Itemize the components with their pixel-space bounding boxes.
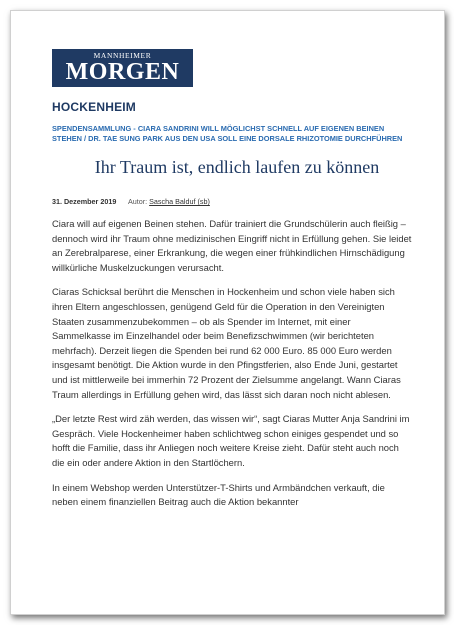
section-title: HOCKENHEIM: [52, 100, 137, 114]
newspaper-logo[interactable]: [52, 49, 193, 87]
article-page: [10, 10, 445, 615]
body-paragraph: „Der letzte Rest wird zäh werden, das wissen wir“, sagt Ciaras Mutter Anja Sandrini im Gespräch. Viele Hockenheimer haben schlichtweg schon einiges gespendet und so hofft die Familie, dass ihr Anliegen noch weitere Kreise zieht. Dafür steht auch noch die ein oder andere Aktion in den Startlöchern.: [52, 413, 410, 468]
body-paragraph: In einem Webshop werden Unterstützer-T-Shirts und Armbändchen verkauft, die neben einem finanziellen Beitrag auch die Aktion bekannter: [52, 481, 385, 508]
author-link[interactable]: Sascha Balduf (sb): [149, 197, 210, 206]
logo-subtitle: MANNHEIMER: [93, 51, 152, 60]
publish-date: 31. Dezember 2019: [52, 197, 117, 206]
article-meta: [52, 197, 210, 206]
body-paragraph: Ciara will auf eigenen Beinen stehen. Dafür trainiert die Grundschülerin auch fleißig – dennoch wird ihr Traum ohne medizinischen Eingriff nicht in Erfüllung gehen. Sie leidet an Zerebralparese, einer Erkrankung, die wegen einer frühkindlichen Hirnschädigung willkürliche Muskelzuckungen verursacht.: [52, 218, 412, 273]
article-body: [52, 217, 412, 520]
article-kicker: SPENDENSAMMLUNG - CIARA SANDRINI WILL MÖGLICHST SCHNELL AUF EIGENEN BEINEN STEHEN / DR. TAE SUNG PARK AUS DEN USA SOLL EINE DORSALE RHIZOTOMIE DURCHFÜHREN: [52, 124, 403, 143]
logo-title: MORGEN: [65, 59, 180, 85]
author-prefix: Autor:: [127, 197, 148, 206]
body-paragraph: Ciaras Schicksal berührt die Menschen in Hockenheim und schon viele haben sich ihren Eltern angeschlossen, genügend Geld für die Operation in den Vereinigten Staaten zusammenzubekommen – ob als Spender im Internet, mit einer Sammelkasse im Einzelhandel oder beim Benefizschwimmen (wir berichteten mehrfach). Derzeit liegen die Spenden bei rund 62 000 Euro. 85 000 Euro werden insgesamt benötigt. Die Aktion wurde in den Pfingstferien, also Ende Juni, gestartet und ist mittlerweile bei immerhin 72 Prozent der Zielsumme angelangt. Wann Ciaras Traum allerdings in Erfüllung gehen wird, das lässt sich daran noch nicht ablesen.: [52, 286, 401, 400]
article-headline: Ihr Traum ist, endlich laufen zu können: [94, 157, 380, 177]
